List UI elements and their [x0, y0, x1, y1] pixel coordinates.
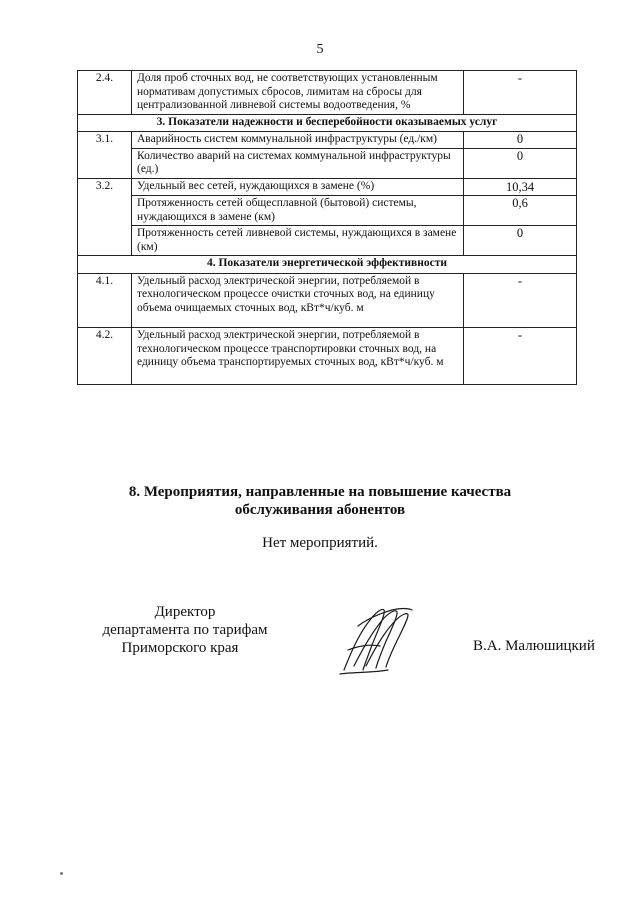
row-value: 0: [464, 148, 577, 178]
table-row: [78, 71, 577, 115]
section-8-body: Нет мероприятий.: [262, 535, 378, 551]
section-row: [78, 114, 577, 132]
director-title: [80, 603, 290, 657]
table-row: [78, 196, 577, 226]
section-8-heading-line2: обслуживания абонентов: [234, 502, 406, 518]
signer-name: В.А. Малюшицкий: [473, 638, 595, 654]
section-8-heading: [0, 483, 640, 519]
section-title: 4. Показатели энергетической эффективности: [78, 256, 577, 274]
row-number: 4.2.: [78, 328, 132, 385]
table-row: [78, 328, 577, 385]
row-number: 2.4.: [78, 71, 132, 115]
row-value: 0,6: [464, 196, 577, 226]
row-number: 3.1.: [78, 132, 132, 179]
row-value: 0: [464, 226, 577, 256]
row-value: 0: [464, 132, 577, 149]
table-row: [78, 132, 577, 149]
director-title-line2: департамента по тарифам: [102, 622, 268, 638]
handwritten-signature: [336, 600, 416, 680]
row-value: 10,34: [464, 178, 577, 196]
table-row: [78, 178, 577, 196]
table-row: [78, 148, 577, 178]
row-description: Аварийность систем коммунальной инфраструктуры (ед./км): [132, 132, 464, 149]
row-description: Количество аварий на системах коммунальной инфраструктуры (ед.): [132, 148, 464, 178]
page-number: 5: [316, 42, 324, 57]
row-description: Удельный вес сетей, нуждающихся в замене (%): [132, 178, 464, 196]
section-title: 3. Показатели надежности и бесперебойности оказываемых услуг: [78, 114, 577, 132]
row-description: Протяженность сетей общесплавной (бытовой) системы, нуждающихся в замене (км): [132, 196, 464, 226]
row-value: -: [464, 328, 577, 385]
row-description: Протяженность сетей ливневой системы, нуждающихся в замене (км): [132, 226, 464, 256]
row-value: -: [464, 71, 577, 115]
row-description: Удельный расход электрической энергии, потребляемой в технологическом процессе транспортировки сточных вод, на единицу объема транспортируемых сточных вод, кВт*ч/куб. м: [132, 328, 464, 385]
table-row: [78, 273, 577, 328]
row-number: 3.2.: [78, 178, 132, 256]
row-description: Удельный расход электрической энергии, потребляемой в технологическом процессе очистки сточных вод, на единицу объема очищаемых сточных вод, кВт*ч/куб. м: [132, 273, 464, 328]
row-description: Доля проб сточных вод, не соответствующих установленным нормативам допустимых сбросов, лимитам на сбросы для централизованной ливневой системы водоотведения, %: [132, 71, 464, 115]
director-title-line3: Приморского края: [121, 640, 239, 656]
row-number: 4.1.: [78, 273, 132, 328]
table-row: [78, 226, 577, 256]
director-title-line1: Директор: [154, 604, 216, 620]
scan-speck: [60, 872, 63, 875]
indicators-table: [77, 70, 577, 385]
section-row: [78, 256, 577, 274]
section-8-heading-line1: 8. Мероприятия, направленные на повышение качества: [128, 484, 512, 500]
row-value: -: [464, 273, 577, 328]
